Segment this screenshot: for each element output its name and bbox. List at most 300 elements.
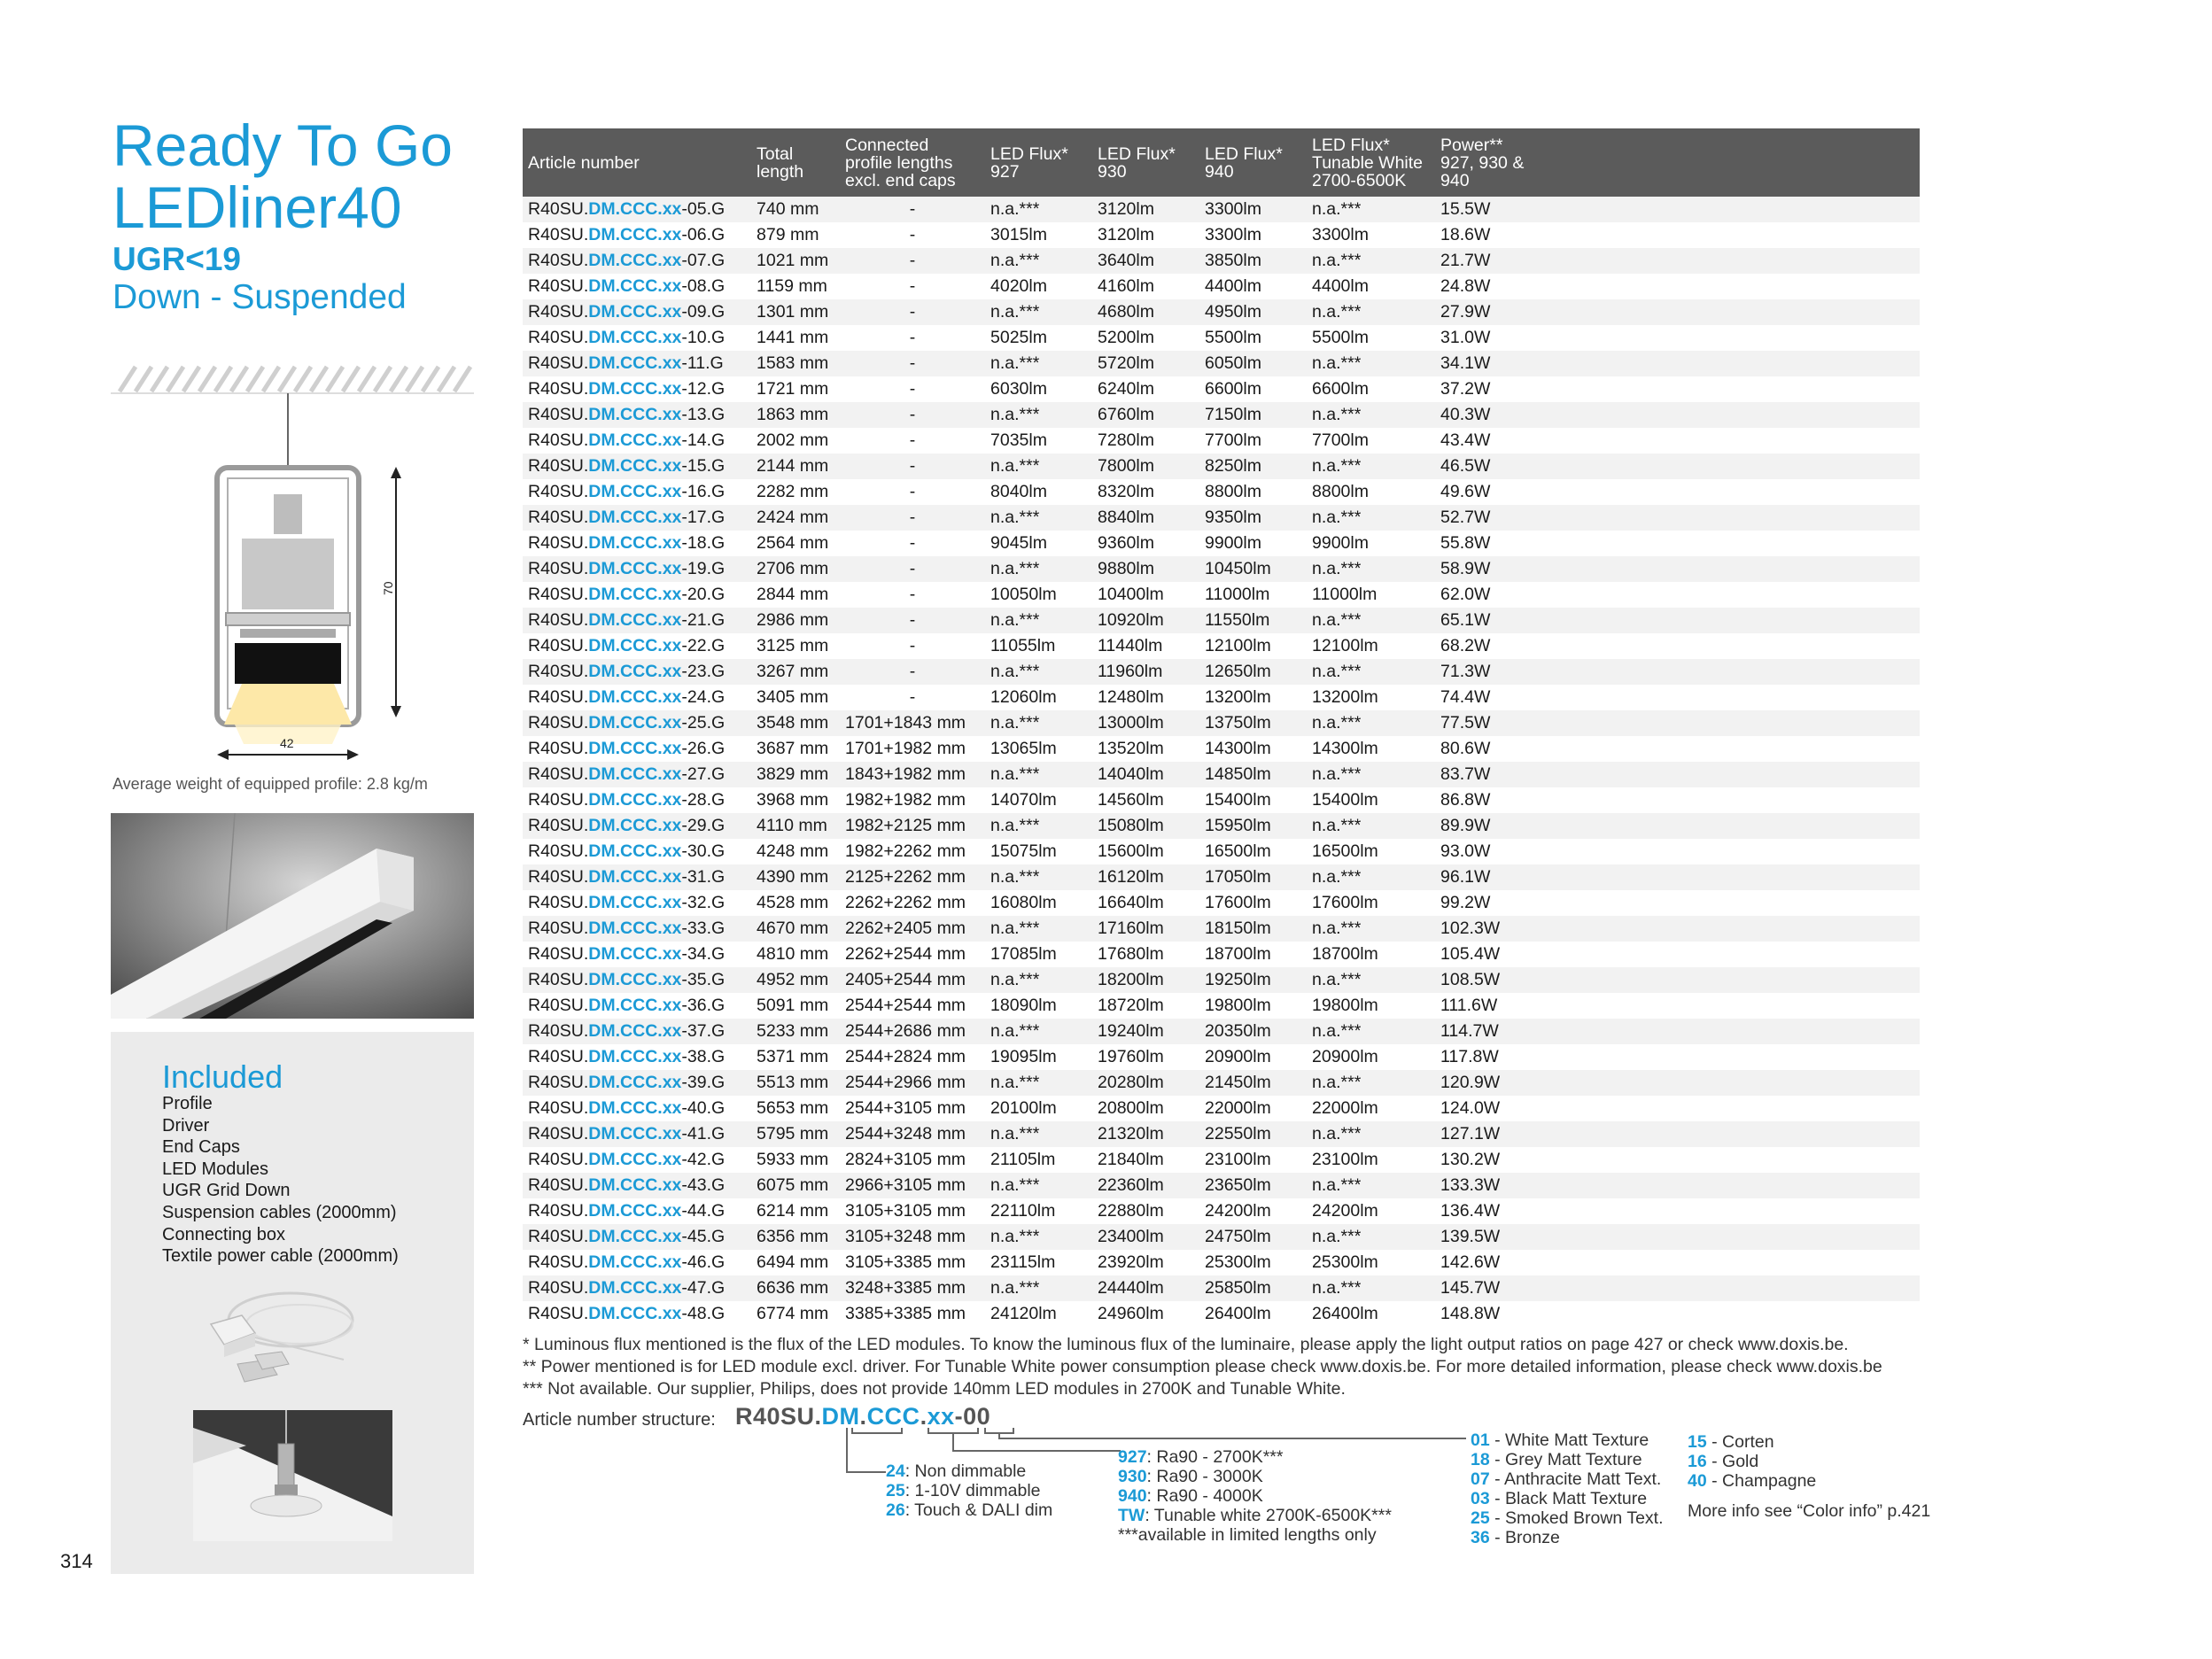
flux-940-cell: 10450lm xyxy=(1199,556,1307,582)
connected-lengths-cell: 2544+3105 mm xyxy=(840,1096,985,1121)
total-length-cell: 6774 mm xyxy=(751,1301,840,1327)
flux-927-cell: n.a.*** xyxy=(985,351,1092,376)
flux-930-cell: 18720lm xyxy=(1092,993,1199,1019)
flux-927-cell: n.a.*** xyxy=(985,402,1092,428)
table-row xyxy=(523,505,1920,531)
article-number-cell: R40SU.DM.CCC.xx-24.G xyxy=(523,685,751,710)
option-row: 07 - Anthracite Matt Text. xyxy=(1471,1469,1662,1489)
article-number-cell: R40SU.DM.CCC.xx-36.G xyxy=(523,993,751,1019)
article-number-cell: R40SU.DM.CCC.xx-34.G xyxy=(523,942,751,967)
article-number-cell: R40SU.DM.CCC.xx-44.G xyxy=(523,1198,751,1224)
included-item: Textile power cable (2000mm) xyxy=(162,1246,399,1267)
connected-lengths-cell: - xyxy=(840,479,985,505)
flux-940-cell: 8250lm xyxy=(1199,454,1307,479)
flux-927-cell: 13065lm xyxy=(985,736,1092,762)
power-cell: 145.7W xyxy=(1435,1275,1920,1301)
power-cell: 40.3W xyxy=(1435,402,1920,428)
flux-940-cell: 17600lm xyxy=(1199,890,1307,916)
flux-tw-cell: n.a.*** xyxy=(1307,710,1435,736)
flux-927-cell: n.a.*** xyxy=(985,1070,1092,1096)
structure-label: Article number structure: xyxy=(523,1410,716,1430)
flux-927-cell: n.a.*** xyxy=(985,1173,1092,1198)
total-length-cell: 2706 mm xyxy=(751,556,840,582)
flux-930-cell: 7280lm xyxy=(1092,428,1199,454)
flux-tw-cell: 22000lm xyxy=(1307,1096,1435,1121)
included-item: End Caps xyxy=(162,1137,240,1158)
connected-lengths-cell: - xyxy=(840,248,985,274)
table-row xyxy=(523,608,1920,633)
total-length-cell: 4390 mm xyxy=(751,864,840,890)
power-cell: 43.4W xyxy=(1435,428,1920,454)
article-table xyxy=(523,128,1920,1327)
flux-tw-cell: 9900lm xyxy=(1307,531,1435,556)
article-number-cell: R40SU.DM.CCC.xx-37.G xyxy=(523,1019,751,1044)
total-length-cell: 4810 mm xyxy=(751,942,840,967)
article-number-cell: R40SU.DM.CCC.xx-31.G xyxy=(523,864,751,890)
article-number-cell: R40SU.DM.CCC.xx-12.G xyxy=(523,376,751,402)
connected-lengths-cell: - xyxy=(840,402,985,428)
flux-930-cell: 21320lm xyxy=(1092,1121,1199,1147)
connected-lengths-cell: - xyxy=(840,608,985,633)
connected-lengths-cell: 1982+2125 mm xyxy=(840,813,985,839)
connected-lengths-cell: - xyxy=(840,633,985,659)
flux-tw-cell: n.a.*** xyxy=(1307,248,1435,274)
flux-940-cell: 26400lm xyxy=(1199,1301,1307,1327)
ugr-label: UGR<19 xyxy=(113,241,241,277)
total-length-cell: 1863 mm xyxy=(751,402,840,428)
connected-lengths-cell: 2544+2544 mm xyxy=(840,993,985,1019)
option-row: 940: Ra90 - 4000K xyxy=(1118,1486,1263,1506)
connected-lengths-cell: - xyxy=(840,556,985,582)
flux-927-cell: n.a.*** xyxy=(985,608,1092,633)
table-row xyxy=(523,248,1920,274)
article-number-cell: R40SU.DM.CCC.xx-35.G xyxy=(523,967,751,993)
power-cell: 21.7W xyxy=(1435,248,1920,274)
article-number-cell: R40SU.DM.CCC.xx-32.G xyxy=(523,890,751,916)
page-subtitle: Down - Suspended xyxy=(113,278,407,316)
power-cell: 74.4W xyxy=(1435,685,1920,710)
flux-930-cell: 14560lm xyxy=(1092,787,1199,813)
total-length-cell: 4952 mm xyxy=(751,967,840,993)
connected-lengths-cell: 2966+3105 mm xyxy=(840,1173,985,1198)
article-number-cell: R40SU.DM.CCC.xx-30.G xyxy=(523,839,751,864)
table-row xyxy=(523,659,1920,685)
included-title: Included xyxy=(162,1058,283,1095)
flux-927-cell: 16080lm xyxy=(985,890,1092,916)
table-row xyxy=(523,274,1920,299)
total-length-cell: 4248 mm xyxy=(751,839,840,864)
flux-927-cell: 21105lm xyxy=(985,1147,1092,1173)
flux-940-cell: 7150lm xyxy=(1199,402,1307,428)
page-number: 314 xyxy=(60,1550,93,1572)
power-cell: 108.5W xyxy=(1435,967,1920,993)
flux-940-cell: 6600lm xyxy=(1199,376,1307,402)
connected-lengths-cell: - xyxy=(840,454,985,479)
table-row xyxy=(523,1224,1920,1250)
flux-tw-cell: n.a.*** xyxy=(1307,762,1435,787)
flux-940-cell: 15400lm xyxy=(1199,787,1307,813)
table-row xyxy=(523,582,1920,608)
total-length-cell: 740 mm xyxy=(751,197,840,222)
table-row xyxy=(523,736,1920,762)
table-row xyxy=(523,1147,1920,1173)
total-length-cell: 2144 mm xyxy=(751,454,840,479)
flux-tw-cell: n.a.*** xyxy=(1307,659,1435,685)
article-number-cell: R40SU.DM.CCC.xx-46.G xyxy=(523,1250,751,1275)
connected-lengths-cell: 3105+3248 mm xyxy=(840,1224,985,1250)
total-length-cell: 2424 mm xyxy=(751,505,840,531)
flux-940-cell: 16500lm xyxy=(1199,839,1307,864)
table-row xyxy=(523,222,1920,248)
flux-927-cell: 8040lm xyxy=(985,479,1092,505)
article-number-cell: R40SU.DM.CCC.xx-43.G xyxy=(523,1173,751,1198)
power-cell: 49.6W xyxy=(1435,479,1920,505)
power-cell: 80.6W xyxy=(1435,736,1920,762)
flux-930-cell: 16640lm xyxy=(1092,890,1199,916)
flux-940-cell: 3300lm xyxy=(1199,197,1307,222)
flux-930-cell: 19760lm xyxy=(1092,1044,1199,1070)
connected-lengths-cell: 2405+2544 mm xyxy=(840,967,985,993)
flux-tw-cell: 16500lm xyxy=(1307,839,1435,864)
total-length-cell: 5795 mm xyxy=(751,1121,840,1147)
article-number-cell: R40SU.DM.CCC.xx-27.G xyxy=(523,762,751,787)
power-cell: 58.9W xyxy=(1435,556,1920,582)
flux-940-cell: 25300lm xyxy=(1199,1250,1307,1275)
total-length-cell: 2986 mm xyxy=(751,608,840,633)
article-number-cell: R40SU.DM.CCC.xx-18.G xyxy=(523,531,751,556)
option-row: 03 - Black Matt Texture xyxy=(1471,1489,1648,1508)
connected-lengths-cell: - xyxy=(840,531,985,556)
total-length-cell: 2002 mm xyxy=(751,428,840,454)
total-length-cell: 5513 mm xyxy=(751,1070,840,1096)
power-cell: 130.2W xyxy=(1435,1147,1920,1173)
flux-tw-cell: 25300lm xyxy=(1307,1250,1435,1275)
flux-927-cell: 6030lm xyxy=(985,376,1092,402)
option-row: TW: Tunable white 2700K-6500K*** xyxy=(1118,1506,1392,1525)
flux-tw-cell: n.a.*** xyxy=(1307,402,1435,428)
flux-927-cell: 23115lm xyxy=(985,1250,1092,1275)
flux-927-cell: n.a.*** xyxy=(985,1224,1092,1250)
flux-tw-cell: 18700lm xyxy=(1307,942,1435,967)
total-length-cell: 6494 mm xyxy=(751,1250,840,1275)
flux-930-cell: 24440lm xyxy=(1092,1275,1199,1301)
header-power: Power** 927, 930 & 940 xyxy=(1435,128,1920,197)
total-length-cell: 3267 mm xyxy=(751,659,840,685)
flux-tw-cell: n.a.*** xyxy=(1307,916,1435,942)
flux-tw-cell: n.a.*** xyxy=(1307,813,1435,839)
flux-930-cell: 21840lm xyxy=(1092,1147,1199,1173)
total-length-cell: 3125 mm xyxy=(751,633,840,659)
table-row xyxy=(523,967,1920,993)
footnote: *** Not available. Our supplier, Philips, does not provide 140mm LED modules in 2700K and Tunable White. xyxy=(523,1379,1346,1399)
connected-lengths-cell: - xyxy=(840,351,985,376)
power-cell: 46.5W xyxy=(1435,454,1920,479)
flux-940-cell: 24200lm xyxy=(1199,1198,1307,1224)
table-row xyxy=(523,1096,1920,1121)
structure-code: R40SU.DM.CCC.xx-00 xyxy=(735,1403,991,1430)
article-number-cell: R40SU.DM.CCC.xx-38.G xyxy=(523,1044,751,1070)
flux-tw-cell: n.a.*** xyxy=(1307,608,1435,633)
total-length-cell: 3687 mm xyxy=(751,736,840,762)
power-cell: 89.9W xyxy=(1435,813,1920,839)
connected-lengths-cell: 3105+3385 mm xyxy=(840,1250,985,1275)
flux-940-cell: 19800lm xyxy=(1199,993,1307,1019)
flux-930-cell: 14040lm xyxy=(1092,762,1199,787)
included-item: UGR Grid Down xyxy=(162,1181,291,1201)
included-item: Profile xyxy=(162,1094,213,1113)
total-length-cell: 879 mm xyxy=(751,222,840,248)
option-row: 25 - Smoked Brown Text. xyxy=(1471,1508,1664,1528)
connected-lengths-cell: 3385+3385 mm xyxy=(840,1301,985,1327)
option-row: 927: Ra90 - 2700K*** xyxy=(1118,1447,1284,1467)
header-flux-940: LED Flux* 940 xyxy=(1199,128,1307,197)
article-number-cell: R40SU.DM.CCC.xx-41.G xyxy=(523,1121,751,1147)
table-row xyxy=(523,325,1920,351)
included-item: Driver xyxy=(162,1115,210,1136)
connected-lengths-cell: 1843+1982 mm xyxy=(840,762,985,787)
power-cell: 114.7W xyxy=(1435,1019,1920,1044)
connected-lengths-cell: 2262+2262 mm xyxy=(840,890,985,916)
option-note: ***available in limited lengths only xyxy=(1118,1525,1377,1545)
flux-940-cell: 24750lm xyxy=(1199,1224,1307,1250)
option-row: 15 - Corten xyxy=(1688,1432,1774,1452)
connected-lengths-cell: - xyxy=(840,222,985,248)
total-length-cell: 5233 mm xyxy=(751,1019,840,1044)
header-article-number: Article number xyxy=(523,128,751,197)
flux-940-cell: 13200lm xyxy=(1199,685,1307,710)
flux-930-cell: 13000lm xyxy=(1092,710,1199,736)
flux-tw-cell: n.a.*** xyxy=(1307,299,1435,325)
flux-930-cell: 12480lm xyxy=(1092,685,1199,710)
flux-927-cell: 20100lm xyxy=(985,1096,1092,1121)
total-length-cell: 6636 mm xyxy=(751,1275,840,1301)
header-flux-930: LED Flux* 930 xyxy=(1092,128,1199,197)
table-row xyxy=(523,351,1920,376)
article-number-cell: R40SU.DM.CCC.xx-26.G xyxy=(523,736,751,762)
total-length-cell: 6075 mm xyxy=(751,1173,840,1198)
power-cell: 62.0W xyxy=(1435,582,1920,608)
total-length-cell: 1021 mm xyxy=(751,248,840,274)
power-cell: 55.8W xyxy=(1435,531,1920,556)
power-cell: 37.2W xyxy=(1435,376,1920,402)
included-item: LED Modules xyxy=(162,1159,269,1179)
flux-940-cell: 12100lm xyxy=(1199,633,1307,659)
flux-tw-cell: 5500lm xyxy=(1307,325,1435,351)
flux-940-cell: 4950lm xyxy=(1199,299,1307,325)
table-row xyxy=(523,402,1920,428)
total-length-cell: 1159 mm xyxy=(751,274,840,299)
total-length-cell: 1721 mm xyxy=(751,376,840,402)
table-row xyxy=(523,1275,1920,1301)
header-flux-tunable-white: LED Flux* Tunable White 2700-6500K xyxy=(1307,128,1435,197)
weight-note: Average weight of equipped profile: 2.8 kg/m xyxy=(113,775,428,793)
option-row: 24: Non dimmable xyxy=(886,1461,1027,1481)
flux-940-cell: 23100lm xyxy=(1199,1147,1307,1173)
table-row xyxy=(523,1044,1920,1070)
flux-tw-cell: 24200lm xyxy=(1307,1198,1435,1224)
power-cell: 77.5W xyxy=(1435,710,1920,736)
article-number-cell: R40SU.DM.CCC.xx-13.G xyxy=(523,402,751,428)
flux-930-cell: 7800lm xyxy=(1092,454,1199,479)
flux-940-cell: 17050lm xyxy=(1199,864,1307,890)
flux-930-cell: 24960lm xyxy=(1092,1301,1199,1327)
flux-927-cell: 3015lm xyxy=(985,222,1092,248)
connected-lengths-cell: - xyxy=(840,659,985,685)
flux-927-cell: n.a.*** xyxy=(985,556,1092,582)
flux-tw-cell: n.a.*** xyxy=(1307,1070,1435,1096)
power-cell: 27.9W xyxy=(1435,299,1920,325)
article-number-cell: R40SU.DM.CCC.xx-15.G xyxy=(523,454,751,479)
table-row xyxy=(523,299,1920,325)
flux-927-cell: 7035lm xyxy=(985,428,1092,454)
flux-927-cell: 11055lm xyxy=(985,633,1092,659)
flux-tw-cell: 26400lm xyxy=(1307,1301,1435,1327)
flux-tw-cell: n.a.*** xyxy=(1307,556,1435,582)
connected-lengths-cell: - xyxy=(840,376,985,402)
flux-940-cell: 19250lm xyxy=(1199,967,1307,993)
article-number-cell: R40SU.DM.CCC.xx-48.G xyxy=(523,1301,751,1327)
power-cell: 120.9W xyxy=(1435,1070,1920,1096)
color-options-1 xyxy=(1471,1430,1664,1547)
header-total-length: Total length xyxy=(751,128,840,197)
connected-lengths-cell: 2544+2966 mm xyxy=(840,1070,985,1096)
connected-lengths-cell: - xyxy=(840,325,985,351)
flux-927-cell: n.a.*** xyxy=(985,813,1092,839)
flux-927-cell: 12060lm xyxy=(985,685,1092,710)
article-number-cell: R40SU.DM.CCC.xx-09.G xyxy=(523,299,751,325)
flux-930-cell: 20280lm xyxy=(1092,1070,1199,1096)
flux-927-cell: n.a.*** xyxy=(985,916,1092,942)
article-number-cell: R40SU.DM.CCC.xx-29.G xyxy=(523,813,751,839)
article-number-cell: R40SU.DM.CCC.xx-16.G xyxy=(523,479,751,505)
flux-927-cell: 18090lm xyxy=(985,993,1092,1019)
flux-930-cell: 3120lm xyxy=(1092,222,1199,248)
flux-930-cell: 5720lm xyxy=(1092,351,1199,376)
connected-lengths-cell: 1982+1982 mm xyxy=(840,787,985,813)
total-length-cell: 6356 mm xyxy=(751,1224,840,1250)
flux-927-cell: 15075lm xyxy=(985,839,1092,864)
flux-tw-cell: 23100lm xyxy=(1307,1147,1435,1173)
option-row: 16 - Gold xyxy=(1688,1452,1759,1471)
flux-940-cell: 22000lm xyxy=(1199,1096,1307,1121)
flux-940-cell: 4400lm xyxy=(1199,274,1307,299)
option-row: 18 - Grey Matt Texture xyxy=(1471,1450,1642,1469)
total-length-cell: 1301 mm xyxy=(751,299,840,325)
total-length-cell: 1583 mm xyxy=(751,351,840,376)
flux-927-cell: n.a.*** xyxy=(985,710,1092,736)
flux-930-cell: 4680lm xyxy=(1092,299,1199,325)
total-length-cell: 3968 mm xyxy=(751,787,840,813)
connected-lengths-cell: - xyxy=(840,428,985,454)
flux-940-cell: 14300lm xyxy=(1199,736,1307,762)
cct-options xyxy=(1118,1447,1392,1545)
flux-930-cell: 23400lm xyxy=(1092,1224,1199,1250)
profile-cross-section-drawing xyxy=(111,363,474,771)
table-row xyxy=(523,710,1920,736)
flux-930-cell: 9360lm xyxy=(1092,531,1199,556)
article-number-cell: R40SU.DM.CCC.xx-42.G xyxy=(523,1147,751,1173)
table-row xyxy=(523,454,1920,479)
article-number-cell: R40SU.DM.CCC.xx-40.G xyxy=(523,1096,751,1121)
flux-tw-cell: 4400lm xyxy=(1307,274,1435,299)
article-number-cell: R40SU.DM.CCC.xx-33.G xyxy=(523,916,751,942)
flux-940-cell: 7700lm xyxy=(1199,428,1307,454)
option-row: 25: 1-10V dimmable xyxy=(886,1481,1041,1500)
flux-930-cell: 11960lm xyxy=(1092,659,1199,685)
flux-940-cell: 13750lm xyxy=(1199,710,1307,736)
flux-930-cell: 4160lm xyxy=(1092,274,1199,299)
header-flux-927: LED Flux* 927 xyxy=(985,128,1092,197)
flux-tw-cell: n.a.*** xyxy=(1307,967,1435,993)
power-cell: 117.8W xyxy=(1435,1044,1920,1070)
total-length-cell: 4670 mm xyxy=(751,916,840,942)
flux-927-cell: 10050lm xyxy=(985,582,1092,608)
table-row xyxy=(523,1173,1920,1198)
flux-927-cell: n.a.*** xyxy=(985,505,1092,531)
table-row xyxy=(523,762,1920,787)
power-cell: 24.8W xyxy=(1435,274,1920,299)
flux-930-cell: 15600lm xyxy=(1092,839,1199,864)
power-cell: 99.2W xyxy=(1435,890,1920,916)
connected-lengths-cell: 1982+2262 mm xyxy=(840,839,985,864)
table-row xyxy=(523,1121,1920,1147)
flux-940-cell: 5500lm xyxy=(1199,325,1307,351)
footnotes xyxy=(523,1334,1882,1400)
connected-lengths-cell: - xyxy=(840,505,985,531)
table-row xyxy=(523,479,1920,505)
flux-940-cell: 12650lm xyxy=(1199,659,1307,685)
header-connected-lengths: Connected profile lengths excl. end caps xyxy=(840,128,985,197)
flux-930-cell: 13520lm xyxy=(1092,736,1199,762)
total-length-cell: 5653 mm xyxy=(751,1096,840,1121)
table-header-row xyxy=(523,128,1920,197)
flux-940-cell: 14850lm xyxy=(1199,762,1307,787)
article-number-cell: R40SU.DM.CCC.xx-14.G xyxy=(523,428,751,454)
power-cell: 15.5W xyxy=(1435,197,1920,222)
total-length-cell: 3405 mm xyxy=(751,685,840,710)
dimming-options xyxy=(886,1461,1052,1520)
total-length-cell: 4528 mm xyxy=(751,890,840,916)
flux-940-cell: 11550lm xyxy=(1199,608,1307,633)
flux-tw-cell: 3300lm xyxy=(1307,222,1435,248)
connected-lengths-cell: - xyxy=(840,299,985,325)
flux-tw-cell: 15400lm xyxy=(1307,787,1435,813)
flux-940-cell: 18700lm xyxy=(1199,942,1307,967)
power-cell: 96.1W xyxy=(1435,864,1920,890)
footnote: * Luminous flux mentioned is the flux of the LED modules. To know the luminous flux of the luminaire, please apply the light output ratios on page 427 or check www.doxis.be. xyxy=(523,1335,1849,1354)
flux-927-cell: 19095lm xyxy=(985,1044,1092,1070)
table-row xyxy=(523,1070,1920,1096)
flux-927-cell: 5025lm xyxy=(985,325,1092,351)
flux-940-cell: 18150lm xyxy=(1199,916,1307,942)
drawing-height-label: 70 xyxy=(381,581,395,595)
flux-tw-cell: 6600lm xyxy=(1307,376,1435,402)
included-list xyxy=(162,1093,399,1268)
flux-940-cell: 20900lm xyxy=(1199,1044,1307,1070)
included-item: Suspension cables (2000mm) xyxy=(162,1202,397,1222)
flux-930-cell: 5200lm xyxy=(1092,325,1199,351)
option-row: 26: Touch & DALI dim xyxy=(886,1500,1053,1520)
power-cell: 133.3W xyxy=(1435,1173,1920,1198)
flux-tw-cell: n.a.*** xyxy=(1307,864,1435,890)
flux-927-cell: 22110lm xyxy=(985,1198,1092,1224)
flux-927-cell: 17085lm xyxy=(985,942,1092,967)
flux-930-cell: 15080lm xyxy=(1092,813,1199,839)
article-number-cell: R40SU.DM.CCC.xx-20.G xyxy=(523,582,751,608)
flux-927-cell: 24120lm xyxy=(985,1301,1092,1327)
power-cell: 86.8W xyxy=(1435,787,1920,813)
table-row xyxy=(523,685,1920,710)
